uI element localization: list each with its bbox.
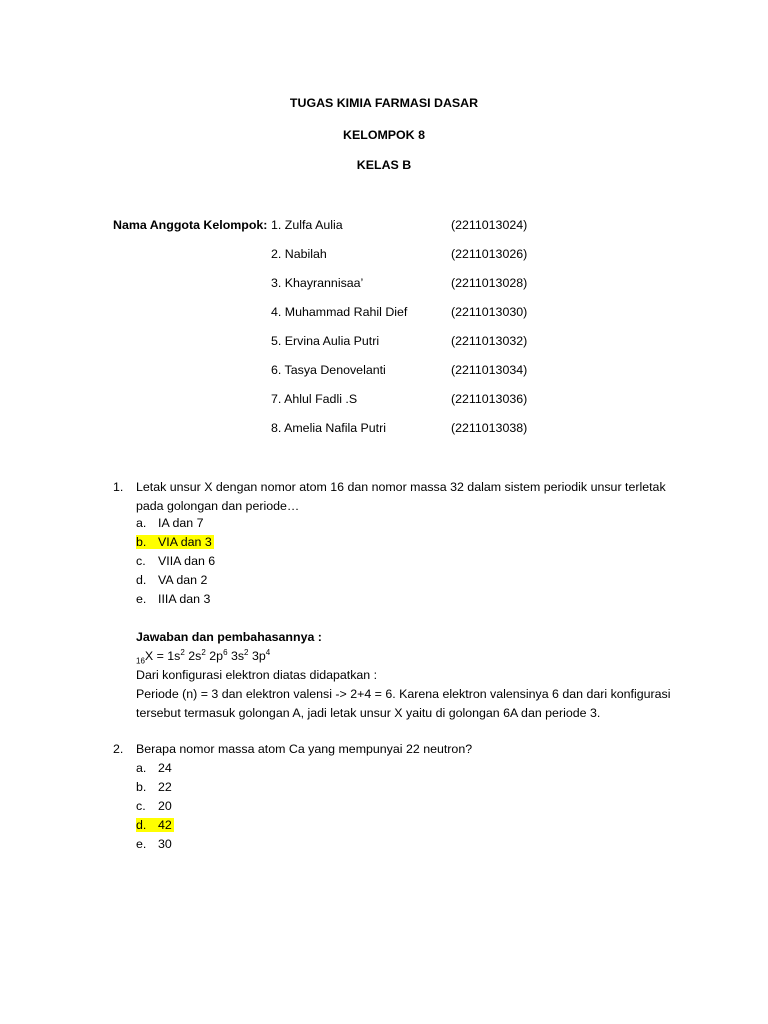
option-text: VA dan 2 [158, 573, 208, 587]
config-part: X = 1s [144, 649, 181, 663]
option-letter: b. [136, 535, 147, 549]
option-d [136, 571, 207, 590]
member-name: 7. Ahlul Fadli .S [271, 392, 358, 406]
option-c [136, 552, 215, 571]
member-name: 6. Tasya Denovelanti [271, 363, 386, 377]
question-number: 1. [113, 480, 124, 494]
member-nim: (2211013032) [451, 334, 528, 348]
config-part: 3s [227, 649, 245, 663]
option-letter: d. [136, 818, 147, 832]
option-text: 20 [158, 799, 172, 813]
option-text: IA dan 7 [158, 516, 204, 530]
electron-configuration [136, 647, 270, 666]
config-sup: 4 [265, 647, 271, 657]
config-sup: 2 [244, 647, 249, 657]
option-letter: c. [136, 799, 146, 813]
option-b [136, 778, 172, 797]
config-part: 2p [205, 649, 224, 663]
explanation-line: Dari konfigurasi elektron diatas didapatkan : [136, 668, 378, 682]
member-nim: (2211013024) [451, 218, 528, 232]
config-sup: 2 [180, 647, 185, 657]
option-c [136, 797, 172, 816]
member-nim: (2211013034) [451, 363, 528, 377]
config-sup: 2 [201, 647, 206, 657]
option-letter: b. [136, 780, 147, 794]
member-name: 4. Muhammad Rahil Dief [271, 305, 408, 319]
member-name: 2. Nabilah [271, 247, 327, 261]
config-sup: 6 [223, 647, 228, 657]
member-name: 3. Khayrannisaa’ [271, 276, 364, 290]
option-b-correct [136, 533, 214, 552]
option-d-correct [136, 816, 174, 835]
option-text: VIA dan 3 [158, 535, 212, 549]
option-letter: a. [136, 761, 147, 775]
option-letter: a. [136, 516, 147, 530]
members-label: Nama Anggota Kelompok: [113, 218, 268, 232]
config-part: 2s [184, 649, 202, 663]
member-name: 5. Ervina Aulia Putri [271, 334, 380, 348]
member-nim: (2211013036) [451, 392, 528, 406]
group-number: KELOMPOK 8 [343, 128, 425, 142]
option-a [136, 759, 172, 778]
question-text: Berapa nomor massa atom Ca yang mempunyai 22 neutron? [136, 742, 473, 756]
option-text: IIIA dan 3 [158, 592, 211, 606]
member-nim: (2211013028) [451, 276, 528, 290]
question-number: 2. [113, 742, 124, 756]
member-nim: (2211013026) [451, 247, 528, 261]
class-label: KELAS B [356, 158, 412, 172]
member-name: 8. Amelia Nafila Putri [271, 421, 387, 435]
atomic-number: 16 [136, 656, 145, 666]
option-text: 24 [158, 761, 172, 775]
option-letter: e. [136, 592, 147, 606]
option-letter: c. [136, 554, 146, 568]
option-text: 30 [158, 837, 172, 851]
option-text: VIIA dan 6 [158, 554, 216, 568]
explanation-paragraph: Periode (n) = 3 dan elektron valensi -> 2+4 = 6. Karena elektron valensinya 6 dan dari konfigurasi tersebut termasuk golongan A, jadi letak unsur X yaitu di golongan 6A dan periode 3. [136, 687, 671, 720]
question-text: Letak unsur X dengan nomor atom 16 dan nomor massa 32 dalam sistem periodik unsur terletak pada golongan dan periode… [136, 480, 666, 513]
config-part: 3p [248, 649, 266, 663]
option-letter: e. [136, 837, 147, 851]
member-nim: (2211013038) [451, 421, 528, 435]
option-text: 42 [158, 818, 172, 832]
answer-heading: Jawaban dan pembahasannya : [136, 630, 322, 644]
option-letter: d. [136, 573, 147, 587]
option-e [136, 590, 210, 609]
member-nim: (2211013030) [451, 305, 528, 319]
option-a [136, 514, 203, 533]
option-e [136, 835, 172, 854]
doc-title: TUGAS KIMIA FARMASI DASAR [289, 96, 479, 110]
member-name: 1. Zulfa Aulia [271, 218, 343, 232]
option-text: 22 [158, 780, 172, 794]
